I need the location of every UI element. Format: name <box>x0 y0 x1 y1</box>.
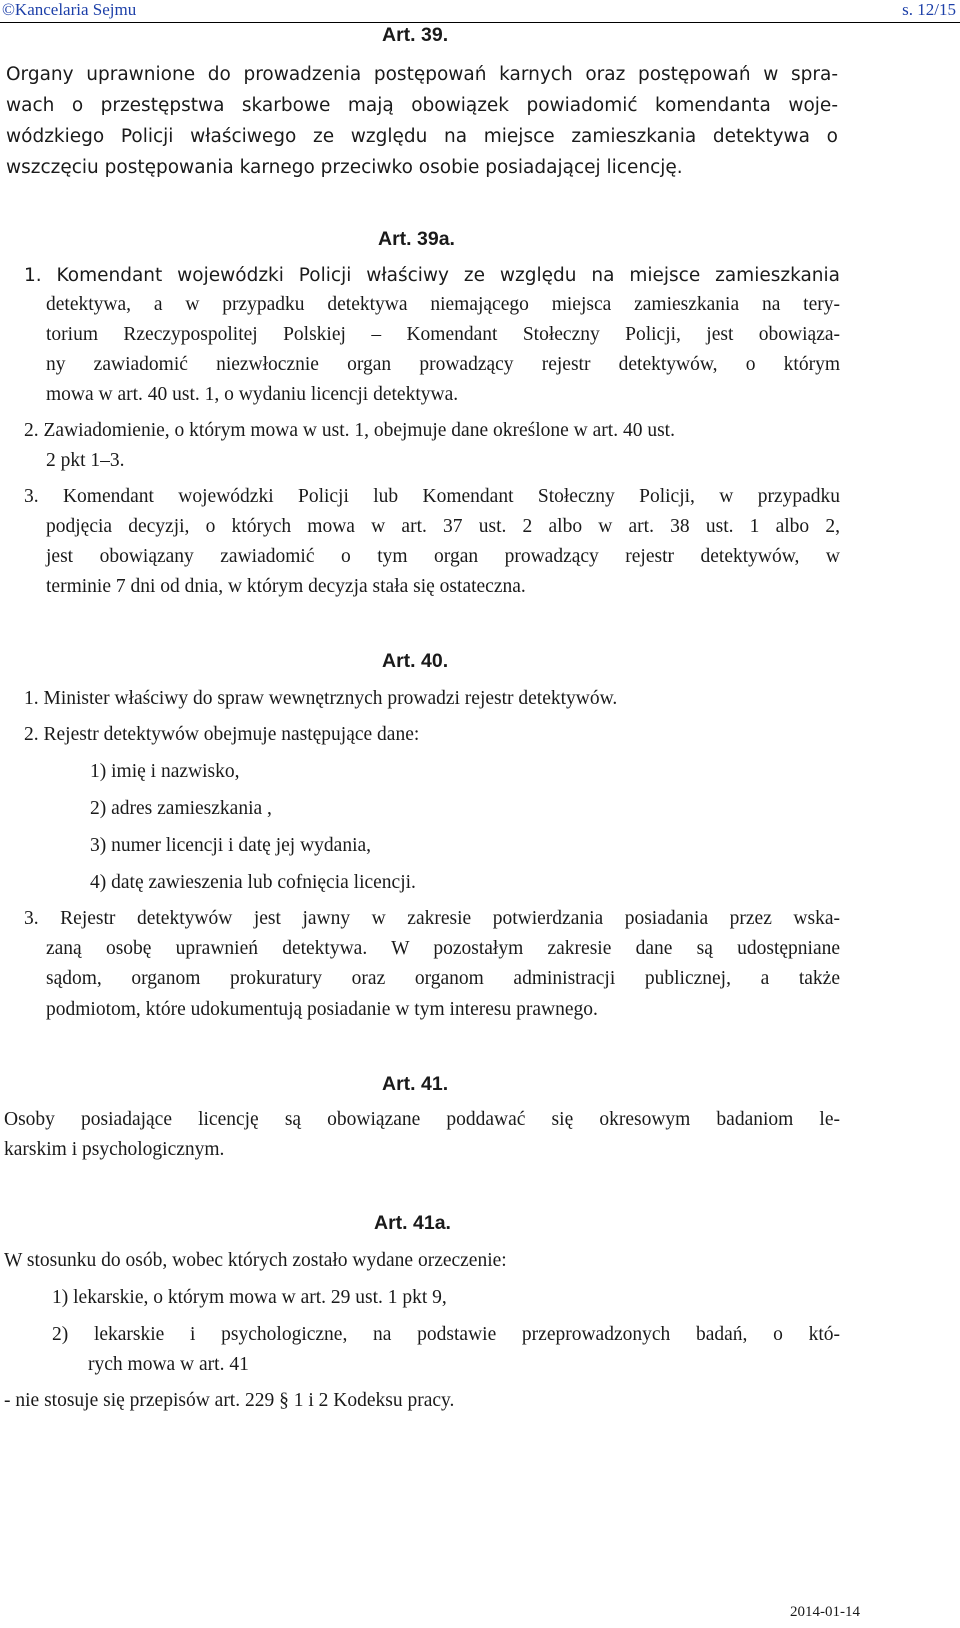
article-41a-list-item: 2) lekarskie i psychologiczne, na podstawie przeprowadzonych badań, o któ- <box>52 1324 840 1345</box>
article-40-line: 3. Rejestr detektywów jest jawny w zakresie potwierdzania posiadania przez wska- <box>24 908 840 929</box>
article-40-list-item: 4) datę zawieszenia lub cofnięcia licencji. <box>90 872 416 893</box>
copyright-link[interactable]: ©Kancelaria Sejmu <box>2 0 137 19</box>
article-41a-title: Art. 41a. <box>374 1212 451 1234</box>
article-41-line: karskim i psychologicznym. <box>4 1139 225 1160</box>
article-40-line: 1. Minister właściwy do spraw wewnętrznych prowadzi rejestr detektywów. <box>24 688 618 709</box>
article-40-line: zaną osobę uprawnień detektywa. W pozostałym zakresie dane są udostępniane <box>46 938 840 959</box>
article-39-line: wódzkiego Policji właściwego ze względu na miejsce zamieszkania detektywa o <box>6 126 838 147</box>
article-39-line: Organy uprawnione do prowadzenia postępowań karnych oraz postępowań w spra- <box>6 64 838 85</box>
page-number: s. 12/15 <box>902 0 956 19</box>
article-39a-line: detektywa, a w przypadku detektywa niemającego miejsca zamieszkania na tery- <box>46 294 840 315</box>
article-40-line: 2. Rejestr detektywów obejmuje następujące dane: <box>24 724 420 745</box>
article-39-line: wszczęciu postępowania karnego przeciwko osobie posiadającej licencję. <box>6 157 683 178</box>
article-41a-line: - nie stosuje się przepisów art. 229 § 1 i 2 Kodeksu pracy. <box>4 1390 455 1411</box>
article-39a-line: ny zawiadomić niezwłocznie organ prowadzący rejestr detektywów, o którym <box>46 354 840 375</box>
article-40-line: sądom, organom prokuratury oraz organom administracji publicznej, a także <box>46 968 840 989</box>
article-39-title: Art. 39. <box>382 24 449 46</box>
footer-date: 2014-01-14 <box>790 1604 860 1620</box>
article-39a-title: Art. 39a. <box>378 228 455 250</box>
article-41-line: Osoby posiadające licencję są obowiązane poddawać się okresowym badaniom le- <box>4 1109 840 1130</box>
article-39a-line: jest obowiązany zawiadomić o tym organ prowadzący rejestr detektywów, w <box>46 546 840 567</box>
article-41a-list-item: rych mowa w art. 41 <box>88 1354 249 1375</box>
article-40-line: podmiotom, które udokumentują posiadanie w tym interesu prawnego. <box>46 999 598 1020</box>
article-40-list-item: 2) adres zamieszkania , <box>90 798 272 819</box>
article-41-title: Art. 41. <box>382 1073 449 1095</box>
page-header <box>0 0 960 23</box>
article-41a-line: W stosunku do osób, wobec których zostało wydane orzeczenie: <box>4 1250 507 1271</box>
article-40-title: Art. 40. <box>382 650 449 672</box>
article-39a-line: podjęcia decyzji, o których mowa w art. 37 ust. 2 albo w art. 38 ust. 1 albo 2, <box>46 516 840 537</box>
article-39a-line: 2. Zawiadomienie, o którym mowa w ust. 1, obejmuje dane określone w art. 40 ust. <box>24 420 675 441</box>
article-39a-line: 3. Komendant wojewódzki Policji lub Komendant Stołeczny Policji, w przypadku <box>24 486 840 507</box>
article-39a-line: 1. Komendant wojewódzki Policji właściwy ze względu na miejsce zamieszkania <box>24 265 840 286</box>
article-39-line: wach o przestępstwa skarbowe mają obowiązek powiadomić komendanta woje- <box>6 95 838 116</box>
article-40-list-item: 1) imię i nazwisko, <box>90 761 240 782</box>
article-41a-list-item: 1) lekarskie, o którym mowa w art. 29 ust. 1 pkt 9, <box>52 1287 447 1308</box>
article-39a-line: mowa w art. 40 ust. 1, o wydaniu licencji detektywa. <box>46 384 459 405</box>
article-39a-line: terminie 7 dni od dnia, w którym decyzja stała się ostateczna. <box>46 576 526 597</box>
article-39a-line: 2 pkt 1–3. <box>46 450 125 471</box>
article-40-list-item: 3) numer licencji i datę jej wydania, <box>90 835 372 856</box>
article-39a-line: torium Rzeczypospolitej Polskiej – Komendant Stołeczny Policji, jest obowiąza- <box>46 324 840 345</box>
